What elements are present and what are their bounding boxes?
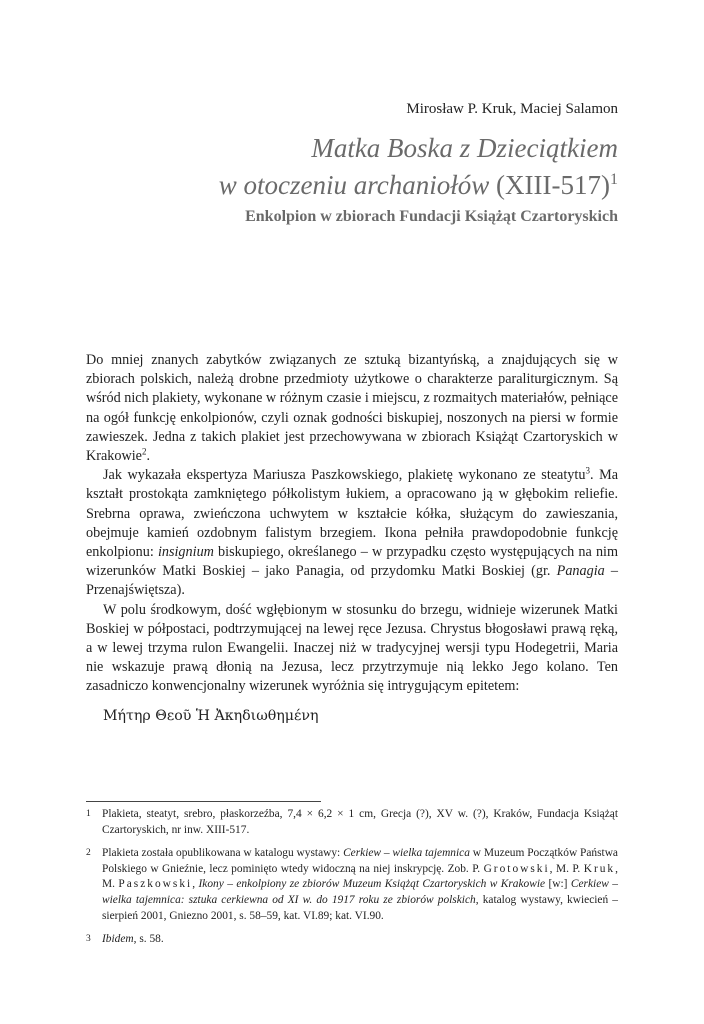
title-line-2-italic: w otoczeniu archaniołów — [218, 170, 490, 200]
authors: Mirosław P. Kruk, Maciej Salamon — [406, 101, 618, 117]
footnote-2-author-paszkowski: Paszkowski — [118, 878, 193, 891]
footnote-number: 1 — [86, 809, 91, 819]
footnote-2-l: Cerkiew – wielka tajemnica: sztuka cerkiewna od XI w. do 1917 roku ze zbiorów polskich — [102, 878, 618, 906]
paragraph-2-a: Jak wykazała ekspertyza Mariusza Paszkowskiego, plakietę wykonano ze steatytu — [103, 467, 586, 484]
paragraph-3: W polu środkowym, dość wgłębionym w stosunku do brzegu, widnieje wizerunek Matki Boskiej w półpostaci, podtrzymującej na lewej ręce Jezusa. Chrystus błogosławi prawą ręką, a w lewej trzyma rulon Ewangelii. Inaczej niż w tradycyjnej wersji typu Hodegetrii, Maria nie wskazuje prawą dłonią na Jezusa, lecz przytrzymuje nią lekko Jego kolano. Ten zasadniczo konwencjonalny wizerunek wyróżnia się intrygującym epitetem: — [86, 601, 618, 695]
paragraph-1-end: . — [146, 448, 150, 465]
article-title — [219, 130, 618, 204]
paragraph-1 — [86, 351, 618, 466]
title-footnote-ref: 1 — [610, 171, 618, 188]
footnote-2 — [86, 846, 618, 924]
footnote-1 — [86, 807, 618, 838]
footnote-number: 2 — [86, 848, 91, 859]
paragraph-2 — [86, 466, 618, 600]
footnote-2-b: Cerkiew – wielka tajemnica — [343, 847, 470, 860]
title-line-2-roman: (XIII-517) — [489, 170, 610, 200]
footnote-2-i: , — [192, 878, 199, 891]
body-text — [86, 351, 618, 697]
greek-inscription: Μήτηρ Θεοῦ Ἡ Ἀκηδιωθημένη — [103, 708, 319, 724]
footnote-2-j: Ikony – enkolpiony ze zbiorów Muzeum Książąt Czartoryskich w Krakowie — [198, 878, 546, 891]
title-line-2 — [219, 167, 618, 204]
footnote-ref-2: 2 — [141, 446, 147, 457]
footnote-2-author-kruk: Kruk — [583, 862, 616, 875]
title-line-1: Matka Boska z Dzieciątkiem — [311, 133, 618, 163]
footnote-3-b: , s. 58. — [133, 933, 164, 946]
footnote-2-m: , katalog wystawy, kwiecień – sierpień 2001, Gniezno 2001, s. 58–59, kat. VI.89; kat. VI.90. — [102, 893, 618, 922]
footnote-1-text: Plakieta, steatyt, srebro, płaskorzeźba, 7,4 × 6,2 × 1 cm, Grecja (?), XV w. (?), Kraków, Fundacja Książąt Czartoryskich, nr inw. XIII-517. — [102, 808, 618, 836]
footnote-2-author-grotowski: Grotowski — [483, 862, 550, 875]
footnotes — [86, 807, 618, 956]
article-subtitle: Enkolpion w zbiorach Fundacji Książąt Czartoryskich — [245, 208, 618, 225]
footnote-3 — [86, 932, 618, 948]
footnote-2-e: , M. P. — [549, 862, 584, 875]
paragraph-2-f: – Przenajświętsza). — [86, 563, 619, 599]
footnote-number: 3 — [86, 934, 91, 945]
footnote-rule — [86, 801, 321, 802]
paragraph-2-d: biskupiego, określanego – w przypadku często występujących na nim wizerunków Matki Boskiej – jako Panagia, od przydomku Matki Boskiej (gr. — [86, 544, 619, 580]
footnote-2-k: [w:] — [545, 878, 571, 891]
footnote-3-ibidem: Ibidem — [102, 933, 134, 946]
paragraph-1-text: Do mniej znanych zabytków związanych ze sztuką bizantyńską, a znajdujących się w zbiorach polskich, należą drobne przedmioty użytkowe o charakterze paraliturgicznym. Są wśród nich plakiety, wykonane w różnym czasie i miejscu, z rozmaitych materiałów, pełniące na ogół funkcję enkolpionów, czyli oznak godności biskupiej, noszonych na piersi w formie zawieszek. Jedna z takich plakiet jest przechowywana w zbiorach Książąt Czartoryskich w Krakowie — [86, 352, 618, 465]
footnote-2-g: , M. — [102, 862, 618, 891]
paragraph-2-b: . Ma kształt prostokąta zamkniętego półkolistym łukiem, a opracowano ją w głębokim reliefie. Srebrna oprawa, zwieńczona uchwytem w kształcie kółka, służącym do zawieszania, obejmuje kamień ozdobnym falistym brzegiem. Ikona pełniła prawdopodobnie funkcję enkolpionu: — [86, 467, 618, 561]
footnote-2-c: w Muzeum Początków Państwa Polskiego w Gnieźnie, lecz pominięto wtedy widoczną na niej inskrypcję. Zob. P. — [102, 847, 618, 875]
footnote-2-a: Plakieta została opublikowana w katalogu wystawy: — [102, 847, 344, 860]
paragraph-2-panagia: Panagia — [556, 563, 605, 580]
paragraph-2-insignium: insignium — [157, 544, 214, 561]
footnote-ref-3: 3 — [585, 465, 590, 476]
